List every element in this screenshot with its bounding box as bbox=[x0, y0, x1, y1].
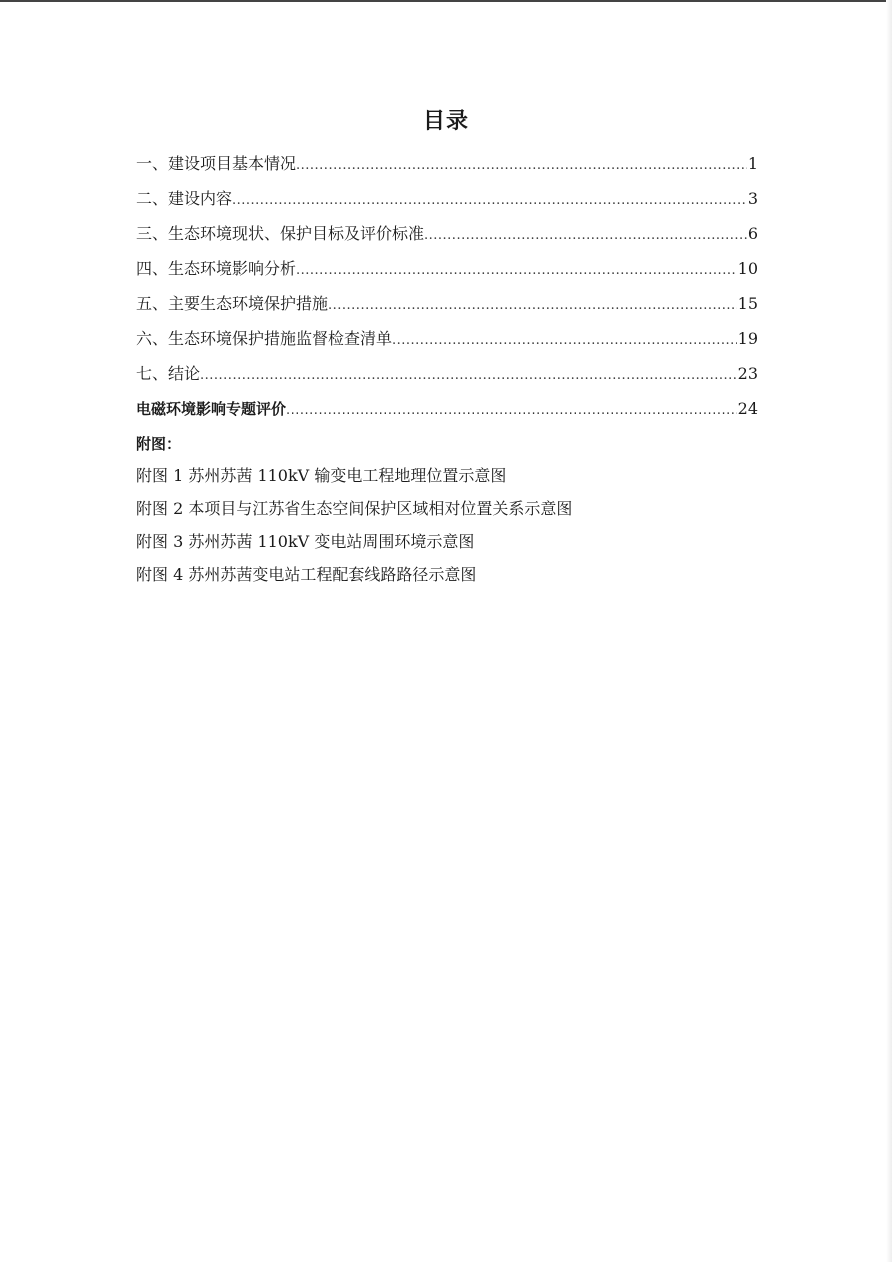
toc-dot-leader bbox=[286, 397, 737, 425]
appendix-item-3[interactable]: 附图 3 苏州苏茜 110kV 变电站周围环境示意图 bbox=[136, 532, 475, 551]
toc-page-number: 6 bbox=[747, 224, 758, 243]
toc-entry-7[interactable] bbox=[136, 360, 758, 395]
appendix-item-2[interactable]: 附图 2 本项目与江苏省生态空间保护区域相对位置关系示意图 bbox=[136, 499, 573, 518]
toc-entry-label: 四、生态环境影响分析 bbox=[136, 259, 297, 278]
page-right-edge bbox=[886, 0, 892, 1262]
toc-entry-1[interactable] bbox=[136, 150, 758, 185]
toc-page-number: 23 bbox=[737, 364, 758, 383]
page-top-border bbox=[0, 0, 892, 2]
toc-entry-2[interactable] bbox=[136, 185, 758, 220]
toc-dot-leader bbox=[296, 152, 747, 180]
toc-entry-label: 五、主要生态环境保护措施 bbox=[136, 294, 329, 313]
appendix-list bbox=[136, 462, 572, 594]
toc-page-number: 10 bbox=[737, 259, 758, 278]
toc-entry-label: 二、建设内容 bbox=[136, 189, 233, 208]
toc-entry-label: 三、生态环境现状、保护目标及评价标准 bbox=[136, 224, 425, 243]
toc-entry-label: 七、结论 bbox=[136, 364, 201, 383]
toc-page-number: 24 bbox=[737, 399, 758, 418]
toc-entry-label: 电磁环境影响专题评价 bbox=[136, 400, 287, 418]
toc-entry-3[interactable] bbox=[136, 220, 758, 255]
toc-page-number: 3 bbox=[747, 189, 758, 208]
toc-dot-leader bbox=[200, 362, 737, 390]
toc-entry-label: 六、生态环境保护措施监督检查清单 bbox=[136, 329, 393, 348]
toc-dot-leader bbox=[328, 292, 737, 320]
toc-dot-leader bbox=[296, 257, 737, 285]
toc-page-number: 19 bbox=[737, 329, 758, 348]
toc-entry-label: 一、建设项目基本情况 bbox=[136, 154, 297, 173]
toc-entry-5[interactable] bbox=[136, 290, 758, 325]
appendix-item-1[interactable]: 附图 1 苏州苏茜 110kV 输变电工程地理位置示意图 bbox=[136, 466, 507, 485]
toc-entry-4[interactable] bbox=[136, 255, 758, 290]
toc-dot-leader bbox=[392, 327, 737, 355]
toc-page-number: 15 bbox=[737, 294, 758, 313]
toc-entry-8[interactable] bbox=[136, 395, 758, 430]
toc-dot-leader bbox=[424, 222, 747, 250]
page-title: 目录 bbox=[422, 109, 469, 134]
toc-entry-6[interactable] bbox=[136, 325, 758, 360]
toc-dot-leader bbox=[232, 187, 747, 215]
appendix-heading: 附图： bbox=[136, 435, 182, 453]
table-of-contents bbox=[136, 150, 758, 430]
toc-page-number: 1 bbox=[747, 154, 758, 173]
appendix-item-4[interactable]: 附图 4 苏州苏茜变电站工程配套线路路径示意图 bbox=[136, 565, 477, 584]
